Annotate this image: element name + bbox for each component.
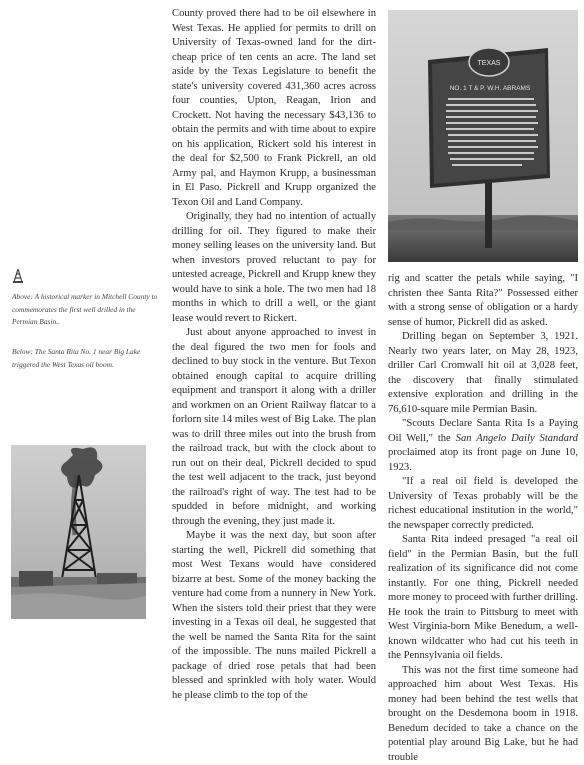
paragraph: County proved there had to be oil elsewhere in West Texas. He applied for permits to drill on University of Texas-owned land for the dirt-cheap price of ten cents an acre. The land set aside by the Texas Legislature to benefit the state's university covered 431,360 acres across four counties, Upton, Reagan, Irion and Crockett. Not having the necessary $43,136 to obtain the permits and with time about to expire on his application, Rickert sold his interest in the deal for $2,500 to Frank Pickrell, an old Army pal, and Haymon Krupp, a businessman in El Paso. Pickrell and Krupp organized the Texon Oil and Land Company. — [172, 7, 376, 210]
middle-text-column — [172, 7, 376, 703]
marker-photo-caption: Above: A historical marker in Mitchell County to commemorates the first well drilled in the Permian Basin.. — [12, 291, 162, 329]
paragraph: This was not the first time someone had approached him about West Texas. His money had been behind the test wells that brought on the Desdemona boom in 1918. Benedum decided to take a chance on the potential play around Big Lake, but he had trouble — [388, 664, 578, 765]
paragraph: Originally, they had no intention of actually drilling for oil. They figured to make their money selling leases on the university land. But when investors proved reluctant to pay for untested acreage, Pickrell and Krupp knew they would have to sink a hole. The two men had 18 months in which to drill a well, or the giant lease would revert to Rickert. — [172, 210, 376, 326]
quote-text-end: proclaimed atop its front page on June 10, 1923. — [388, 447, 578, 473]
paragraph: rig and scatter the petals while saying, "I christen thee Santa Rita?" Possessed either with a strong sense of obligation or a hardy sense of humor, Pickrell did as asked. — [388, 272, 578, 330]
marker-heading-text: NO. 1 T & P. W.H. ABRAMS — [450, 85, 531, 92]
paragraph: "If a real oil field is developed the University of Texas probably will be the richest educational institution in the world," the newspaper correctly predicted. — [388, 475, 578, 533]
paragraph: Maybe it was the next day, but soon after starting the well, Pickrell did something that most West Texans would have considered bizarre at best. Some of the money backing the venture had come from a nunnery in New York. When the sisters told their priest that they were investing in a Texas oil deal, he suggested that the well be named the Santa Rita for the saint of the impossible. The nuns mailed Pickrell a package of dried rose petals that had been blessed and sprinkled with holy water. Would he please climb to the top of the — [172, 529, 376, 703]
rig-photo-caption: Below: The Santa Rita No. 1 near Big Lake triggered the West Texas oil boom. — [12, 346, 162, 371]
historical-marker-photo — [388, 10, 578, 262]
oil-derrick-icon — [12, 268, 24, 284]
paragraph: Santa Rita indeed presaged "a real oil field" in the Permian Basin, but the full realization of its significance did not come instantly. For one thing, Pickrell needed more money to proceed with further drilling. He took the train to Pittsburg to meet with West Virginia-born Mike Benedum, a well-known wildcatter who had cut his teeth in the Pennsylvania oil fields. — [388, 533, 578, 664]
paragraph: Drilling began on September 3, 1921. Nearly two years later, on May 28, 1923, driller Carl Cromwall hit oil at 3,028 feet, the discovery that finally stimulated extensive exploration and drilling in the 76,610-square mile Permian Basin. — [388, 330, 578, 417]
quote-text: "Scouts Declare Santa Rita Is a Paying Oil Well," the — [388, 418, 578, 444]
paragraph — [388, 417, 578, 475]
newspaper-name: San Angelo Daily Standard — [456, 433, 578, 444]
right-text-column — [388, 272, 578, 765]
paragraph: Just about anyone approached to invest in the deal figured the two men for fools and declined to buy stock in the venture. But Texon obtained enough capital to acquire drilling equipment and transport it along with a driller and workmen on an Orient Railway flatcar to a forlorn site 14 miles west of Big Lake. The plan was to drill three miles out into the brush from the railroad track, but with the clock about to run out on their deal, Pickrell decided to spud the test well adjacent to the track, just beyond the railroad's right of way. The test had to be spudded in before midnight, and working through the evening, they just made it. — [172, 326, 376, 529]
marker-state-text: TEXAS — [478, 60, 501, 67]
santa-rita-rig-photo — [11, 445, 146, 619]
